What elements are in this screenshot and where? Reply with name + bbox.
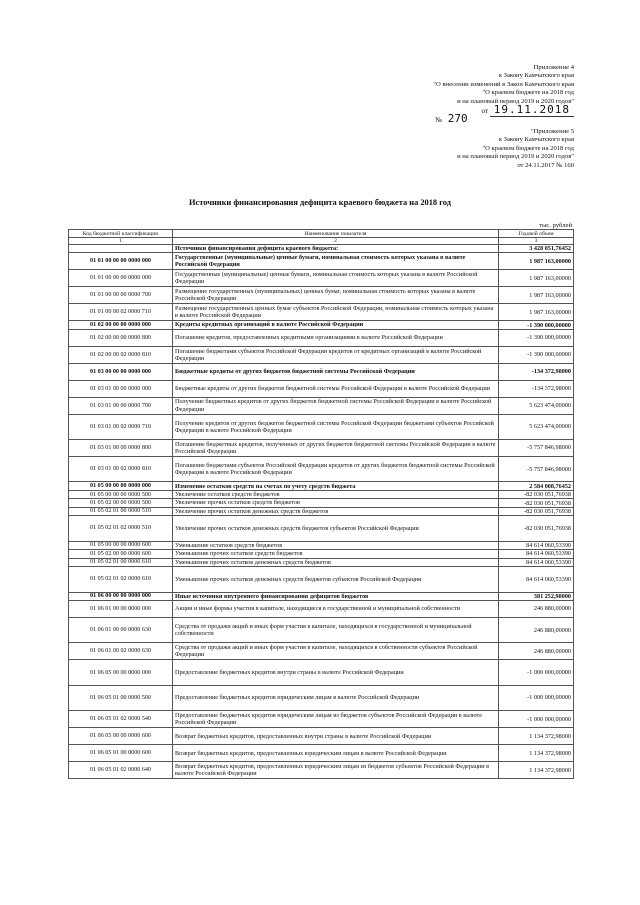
code-cell: 01 06 05 01 02 0000 640 xyxy=(69,762,173,779)
code-cell: 01 03 00 00 00 0000 000 xyxy=(69,363,173,380)
name-cell: Получение бюджетных кредитов от других бюджетов бюджетной системы Российской Федерации в валюте Российской Федерации xyxy=(173,397,499,414)
table-row xyxy=(69,541,574,549)
column-header-amount: Годовой объем xyxy=(499,230,574,238)
code-cell: 01 03 01 00 02 0000 710 xyxy=(69,414,173,439)
table-row xyxy=(69,617,574,642)
name-cell: Размещение государственных ценных бумаг субъектов Российской Федерации, номинальная стоимость которых указана в валюте Российской Федерации xyxy=(173,304,499,321)
amount-cell: -82 030 051,76938 xyxy=(499,507,574,515)
name-cell: Увеличение прочих остатков денежных средств бюджетов xyxy=(173,507,499,515)
amount-cell: -5 757 846,98000 xyxy=(499,439,574,456)
table-row xyxy=(69,253,574,270)
code-cell: 01 05 00 00 00 0000 600 xyxy=(69,541,173,549)
name-cell: Возврат бюджетных кредитов, предоставленных юридическим лицам из бюджетов субъектов Российской Федерации в валюте Российской Федерации xyxy=(173,762,499,779)
code-cell: 01 06 05 01 00 0000 500 xyxy=(69,685,173,710)
amount-cell: 1 987 163,00000 xyxy=(499,287,574,304)
code-cell xyxy=(69,245,173,253)
table-row xyxy=(69,685,574,710)
amount-cell: 1 987 163,00000 xyxy=(499,270,574,287)
name-cell: Уменьшение прочих остатков денежных средств бюджетов субъектов Российской Федерации xyxy=(173,567,499,592)
code-cell: 01 06 05 01 02 0000 540 xyxy=(69,711,173,728)
code-cell: 01 02 00 00 02 0000 810 xyxy=(69,346,173,363)
appendix-header-original xyxy=(457,128,574,170)
header-line: и на плановый период 2019 и 2020 годов" xyxy=(457,97,574,105)
table-row xyxy=(69,270,574,287)
name-cell: Погашение бюджетами субъектов Российской Федерации кредитов от других бюджетов бюджетной системы Российской Федерации в валюте Российской Федерации xyxy=(173,456,499,481)
header-line: "О внесении изменений в Закон Камчатского края xyxy=(433,80,574,88)
amount-cell: 5 623 474,00000 xyxy=(499,414,574,439)
name-cell: Увеличение прочих остатков денежных средств бюджетов субъектов Российской Федерации xyxy=(173,516,499,541)
amount-cell: -82 030 051,76938 xyxy=(499,516,574,541)
amount-cell: 84 614 060,53390 xyxy=(499,550,574,558)
name-cell: Возврат бюджетных кредитов, предоставленных внутри страны в валюте Российской Федерации xyxy=(173,728,499,745)
name-cell: Источники финансирования дефицита краевого бюджета: xyxy=(173,245,499,253)
name-cell: Средства от продажи акций и иных форм участия в капитале, находящихся в собственности субъектов Российской Федерации xyxy=(173,643,499,660)
index-cell: 3 xyxy=(499,238,574,245)
code-cell: 01 03 01 00 00 0000 700 xyxy=(69,397,173,414)
code-cell: 01 05 00 00 00 0000 500 xyxy=(69,490,173,498)
amount-cell: 1 987 163,00000 xyxy=(499,304,574,321)
table-row xyxy=(69,600,574,617)
name-cell: Кредиты кредитных организаций в валюте Российской Федерации xyxy=(173,321,499,329)
table-row xyxy=(69,321,574,329)
index-cell: 2 xyxy=(173,238,499,245)
amount-cell: 2 584 008,76452 xyxy=(499,482,574,490)
amount-cell: 1 987 163,00000 xyxy=(499,253,574,270)
name-cell: Увеличение остатков средств бюджетов xyxy=(173,490,499,498)
code-cell: 01 06 00 00 00 0000 000 xyxy=(69,592,173,600)
amount-cell: -1 390 000,00000 xyxy=(499,321,574,329)
code-cell: 01 02 00 00 00 0000 800 xyxy=(69,329,173,346)
financing-sources-table xyxy=(68,229,574,779)
amount-cell: 1 134 372,98000 xyxy=(499,728,574,745)
code-cell: 01 06 01 00 00 0000 630 xyxy=(69,617,173,642)
table-row xyxy=(69,287,574,304)
table-row xyxy=(69,711,574,728)
code-cell: 01 06 05 00 00 0000 000 xyxy=(69,660,173,685)
table-row xyxy=(69,439,574,456)
table-header-row xyxy=(69,230,574,238)
name-cell: Получение кредитов от других бюджетов бюджетной системы Российской Федерации бюджетами субъектов Российской Федерации в валюте Российской Федерации xyxy=(173,414,499,439)
header-line: "О краевом бюджете на 2018 год xyxy=(482,144,574,152)
name-cell: Увеличение прочих остатков средств бюджетов xyxy=(173,499,499,507)
name-cell: Уменьшение прочих остатков средств бюджетов xyxy=(173,550,499,558)
name-cell: Уменьшение остатков средств бюджетов xyxy=(173,541,499,549)
amount-cell: 84 614 060,53390 xyxy=(499,567,574,592)
amount-cell: -1 000 000,00000 xyxy=(499,660,574,685)
code-cell: 01 06 01 00 02 0000 630 xyxy=(69,643,173,660)
amount-cell: -1 390 000,00000 xyxy=(499,329,574,346)
table-row xyxy=(69,558,574,566)
header-line: "Приложение 5 xyxy=(530,128,574,135)
table-row xyxy=(69,482,574,490)
code-cell: 01 05 02 00 00 0000 600 xyxy=(69,550,173,558)
code-cell: 01 05 02 00 00 0000 500 xyxy=(69,499,173,507)
table-row xyxy=(69,550,574,558)
name-cell: Изменение остатков средств на счетах по учету средств бюджета xyxy=(173,482,499,490)
amount-cell: 246 880,00000 xyxy=(499,617,574,642)
amount-cell: 246 880,00000 xyxy=(499,643,574,660)
law-number: 270 xyxy=(447,112,468,126)
name-cell: Предоставление бюджетных кредитов внутри страны в валюте Российской Федерации xyxy=(173,660,499,685)
amount-cell: -1 000 000,00000 xyxy=(499,685,574,710)
table-row xyxy=(69,397,574,414)
code-cell: 01 01 00 00 00 0000 000 xyxy=(69,253,173,270)
name-cell: Бюджетные кредиты от других бюджетов бюджетной системы Российской Федерации xyxy=(173,363,499,380)
name-cell: Погашение кредитов, предоставленных кредитными организациями в валюте Российской Федерации xyxy=(173,329,499,346)
table-index-row xyxy=(69,238,574,245)
code-cell: 01 01 00 00 00 0000 000 xyxy=(69,270,173,287)
table-row xyxy=(69,245,574,253)
table-body xyxy=(69,245,574,779)
name-cell: Уменьшение прочих остатков денежных средств бюджетов xyxy=(173,558,499,566)
table-row xyxy=(69,329,574,346)
units-label: тыс. рублей xyxy=(539,222,572,229)
header-line: и на плановый период 2019 и 2020 годов" xyxy=(457,153,574,161)
code-cell: 01 01 00 00 02 0000 710 xyxy=(69,304,173,321)
name-cell: Предоставление бюджетных кредитов юридическим лицам в валюте Российской Федерации xyxy=(173,685,499,710)
table-row xyxy=(69,346,574,363)
code-cell: 01 05 02 01 00 0000 510 xyxy=(69,507,173,515)
amount-cell: 246 880,00000 xyxy=(499,600,574,617)
number-prefix: № xyxy=(435,116,443,125)
table-row xyxy=(69,456,574,481)
date-prefix: от xyxy=(481,107,489,116)
table-row xyxy=(69,414,574,439)
name-cell: Погашение бюджетами субъектов Российской Федерации кредитов от кредитных организаций в валюте Российской Федерации xyxy=(173,346,499,363)
table-row xyxy=(69,516,574,541)
code-cell: 01 06 01 00 00 0000 000 xyxy=(69,600,173,617)
name-cell: Предоставление бюджетных кредитов юридическим лицам из бюджетов субъектов Российской Федерации в валюте Российской Федерации xyxy=(173,711,499,728)
table-row xyxy=(69,728,574,745)
table-row xyxy=(69,745,574,762)
table-row xyxy=(69,592,574,600)
code-cell: 01 05 02 01 02 0000 610 xyxy=(69,567,173,592)
name-cell: Иные источники внутреннего финансирования дефицитов бюджетов xyxy=(173,592,499,600)
amount-cell: 1 134 372,98000 xyxy=(499,762,574,779)
name-cell: Средства от продажи акций и иных форм участия в капитале, находящихся в государственной и муниципальной собственности xyxy=(173,617,499,642)
code-cell: 01 06 05 00 00 0000 600 xyxy=(69,728,173,745)
table-row xyxy=(69,380,574,397)
amount-cell: 381 252,98000 xyxy=(499,592,574,600)
table-row xyxy=(69,490,574,498)
amount-cell: 5 623 474,00000 xyxy=(499,397,574,414)
header-line: "О краевом бюджете на 2018 год xyxy=(482,89,574,97)
index-cell: 1 xyxy=(69,238,173,245)
name-cell: Государственные (муниципальные) ценные бумаги, номинальная стоимость которых указана в валюте Российской Федерации xyxy=(173,270,499,287)
amount-cell: -82 030 051,76938 xyxy=(499,499,574,507)
table-row xyxy=(69,304,574,321)
amount-cell: -82 030 051,76938 xyxy=(499,490,574,498)
amount-cell: -1 000 000,00000 xyxy=(499,711,574,728)
table-row xyxy=(69,499,574,507)
code-cell: 01 03 01 00 00 0000 000 xyxy=(69,380,173,397)
header-line: от 24.11.2017 № 160 xyxy=(517,161,574,169)
code-cell: 01 03 01 00 00 0000 800 xyxy=(69,439,173,456)
code-cell: 01 01 00 00 00 0000 700 xyxy=(69,287,173,304)
amount-cell: 3 428 051,76452 xyxy=(499,245,574,253)
code-cell: 01 06 05 01 00 0000 600 xyxy=(69,745,173,762)
code-cell: 01 05 02 01 00 0000 610 xyxy=(69,558,173,566)
appendix-header-current xyxy=(433,64,574,125)
amount-cell: 84 614 060,53390 xyxy=(499,558,574,566)
column-header-code: Код бюджетной классификации xyxy=(69,230,173,238)
amount-cell: -5 757 846,98000 xyxy=(499,456,574,481)
code-cell: 01 02 00 00 00 0000 000 xyxy=(69,321,173,329)
table-row xyxy=(69,507,574,515)
table-row xyxy=(69,643,574,660)
table-row xyxy=(69,762,574,779)
code-cell: 01 03 01 00 02 0000 810 xyxy=(69,456,173,481)
code-cell: 01 05 00 00 00 0000 000 xyxy=(69,482,173,490)
amount-cell: 1 134 372,98000 xyxy=(499,745,574,762)
law-date: 19.11.2018 xyxy=(490,103,574,117)
name-cell: Государственные (муниципальные) ценные бумаги, номинальная стоимость которых указана в валюте Российской Федерации xyxy=(173,253,499,270)
table-row xyxy=(69,660,574,685)
amount-cell: -134 372,98000 xyxy=(499,380,574,397)
header-line: к Закону Камчатского края xyxy=(498,136,574,144)
table-row xyxy=(69,567,574,592)
column-header-name: Наименование показателя xyxy=(173,230,499,238)
header-line: к Закону Камчатского края xyxy=(498,72,574,80)
name-cell: Погашение бюджетных кредитов, полученных от других бюджетов бюджетной системы Российской Федерации в валюте Российской Федерации xyxy=(173,439,499,456)
code-cell: 01 05 02 01 02 0000 510 xyxy=(69,516,173,541)
name-cell: Бюджетные кредиты от других бюджетов бюджетной системы Российской Федерации в валюте Российской Федерации xyxy=(173,380,499,397)
table-row xyxy=(69,363,574,380)
amount-cell: -1 390 000,00000 xyxy=(499,346,574,363)
document-title: Источники финансирования дефицита краевого бюджета на 2018 год xyxy=(189,198,451,207)
amount-cell: -134 372,98000 xyxy=(499,363,574,380)
name-cell: Возврат бюджетных кредитов, предоставленных юридическим лицам в валюте Российской Федерации xyxy=(173,745,499,762)
amount-cell: 84 614 060,53390 xyxy=(499,541,574,549)
name-cell: Акции и иные формы участия в капитале, находящиеся в государственной и муниципальной собственности xyxy=(173,600,499,617)
header-line: Приложение 4 xyxy=(533,64,574,71)
name-cell: Размещение государственных (муниципальных) ценных бумаг, номинальная стоимость которых указана в валюте Российской Федерации xyxy=(173,287,499,304)
